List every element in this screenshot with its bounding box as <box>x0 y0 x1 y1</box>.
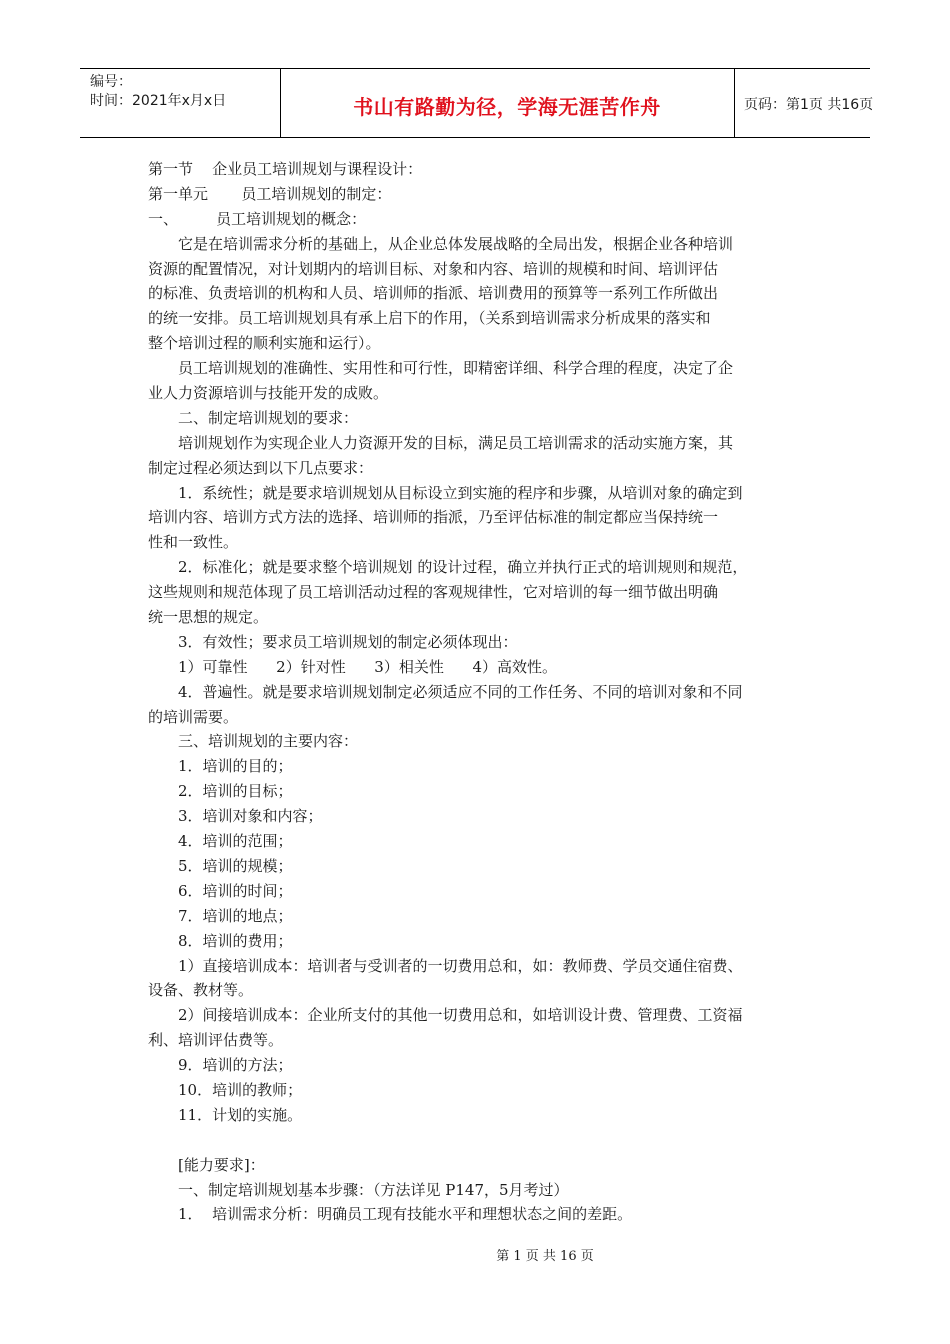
text-line: 的标准、负责培训的机构和人员、培训师的指派、培训费用的预算等一系列工作所做出 <box>148 284 719 303</box>
motto-text: 书山有路勤为径，学海无涯苦作舟 <box>353 95 661 119</box>
text-line: 资源的配置情况，对计划期内的培训目标、对象和内容、培训的规模和时间、培训评估 <box>148 259 719 278</box>
text-line: 制定过程必须达到以下几点要求： <box>148 458 374 477</box>
footer-page-number: 第 1 页 共 16 页 <box>496 1249 594 1264</box>
text-line: [能力要求]： <box>178 1155 265 1174</box>
blank-line <box>148 1128 812 1153</box>
text-line: 3．培训对象和内容； <box>178 807 323 826</box>
text-line: 2．标准化；就是要求整个培训规划 的设计过程，确立并执行正式的培训规则和规范， <box>178 558 748 577</box>
text-line: 性和一致性。 <box>148 533 239 552</box>
text-line: 一、制定培训规划基本步骤：（方法详见 P147，5月考过） <box>178 1180 569 1199</box>
text-line: 统一思想的规定。 <box>148 608 269 627</box>
text-line: 5．培训的规模； <box>178 856 293 875</box>
text-line: 7．培训的地点； <box>178 906 293 925</box>
text-line: 第一单元 员工培训规划的制定： <box>148 184 392 203</box>
text-line: 11．计划的实施。 <box>178 1105 303 1124</box>
text-line: 这些规则和规范体现了员工培训活动过程的客观规律性，它对培训的每一细节做出明确 <box>148 583 719 602</box>
time-label: 时间：2021年x月x日 <box>90 93 227 109</box>
text-line: 二、制定培训规划的要求： <box>178 408 359 427</box>
text-line: 9．培训的方法； <box>178 1056 293 1075</box>
text-line: 1．系统性；就是要求培训规划从目标设立到实施的程序和步骤，从培训对象的确定到 <box>178 483 743 502</box>
text-line: 利、培训评估费等。 <box>148 1031 284 1050</box>
header-motto-cell <box>280 69 735 137</box>
document-header <box>80 68 874 138</box>
text-line: 1）可靠性 2）针对性 3）相关性 4）高效性。 <box>178 657 558 676</box>
page-info: 页码：第1页 共16页 <box>744 97 874 113</box>
text-line: 一、 员工培训规划的概念： <box>148 209 367 228</box>
header-meta-cell <box>80 69 281 137</box>
text-line: 4．普遍性。就是要求培训规划制定必须适应不同的工作任务、不同的培训对象和不同 <box>178 682 743 701</box>
text-line: 设备、教材等。 <box>148 981 254 1000</box>
document-body <box>148 157 812 1227</box>
text-line: 1． 培训需求分析：明确员工现有技能水平和理想状态之间的差距。 <box>178 1205 633 1224</box>
text-line: 的统一安排。员工培训规划具有承上启下的作用，（关系到培训需求分析成果的落实和 <box>148 309 711 328</box>
text-line: 业人力资源培训与技能开发的成败。 <box>148 384 389 403</box>
text-line: 它是在培训需求分析的基础上，从企业总体发展战略的全局出发，根据企业各种培训 <box>178 234 734 253</box>
number-label: 编号： <box>90 74 132 90</box>
text-line: 整个培训过程的顺利实施和运行）。 <box>148 334 381 353</box>
text-line: 第一节 企业员工培训规划与课程设计： <box>148 160 423 178</box>
text-line: 1）直接培训成本：培训者与受训者的一切费用总和，如：教师费、学员交通住宿费、 <box>178 956 743 975</box>
text-line: 2）间接培训成本：企业所支付的其他一切费用总和，如培训设计费、管理费、工资福 <box>178 1006 743 1025</box>
text-line: 员工培训规划的准确性、实用性和可行性，即精密详细、科学合理的程度，决定了企 <box>178 359 734 378</box>
text-line: 三、培训规划的主要内容： <box>178 732 359 751</box>
text-line: 3．有效性；要求员工培训规划的制定必须体现出： <box>178 632 518 651</box>
text-line: 6．培训的时间； <box>178 881 293 900</box>
text-line: 10．培训的教师； <box>178 1080 303 1099</box>
text-line: 4．培训的范围； <box>178 832 293 851</box>
text-line: 2．培训的目标； <box>178 782 293 801</box>
text-line: 1．培训的目的； <box>178 757 293 776</box>
header-page-cell <box>734 69 874 137</box>
text-line: 8．培训的费用； <box>178 931 293 950</box>
page-footer <box>0 1245 950 1264</box>
text-line: 培训内容、培训方式方法的选择、培训师的指派，乃至评估标准的制定都应当保持统一 <box>148 508 719 527</box>
text-line: 的培训需要。 <box>148 707 239 726</box>
text-line: 培训规划作为实现企业人力资源开发的目标，满足员工培训需求的活动实施方案，其 <box>178 433 734 452</box>
